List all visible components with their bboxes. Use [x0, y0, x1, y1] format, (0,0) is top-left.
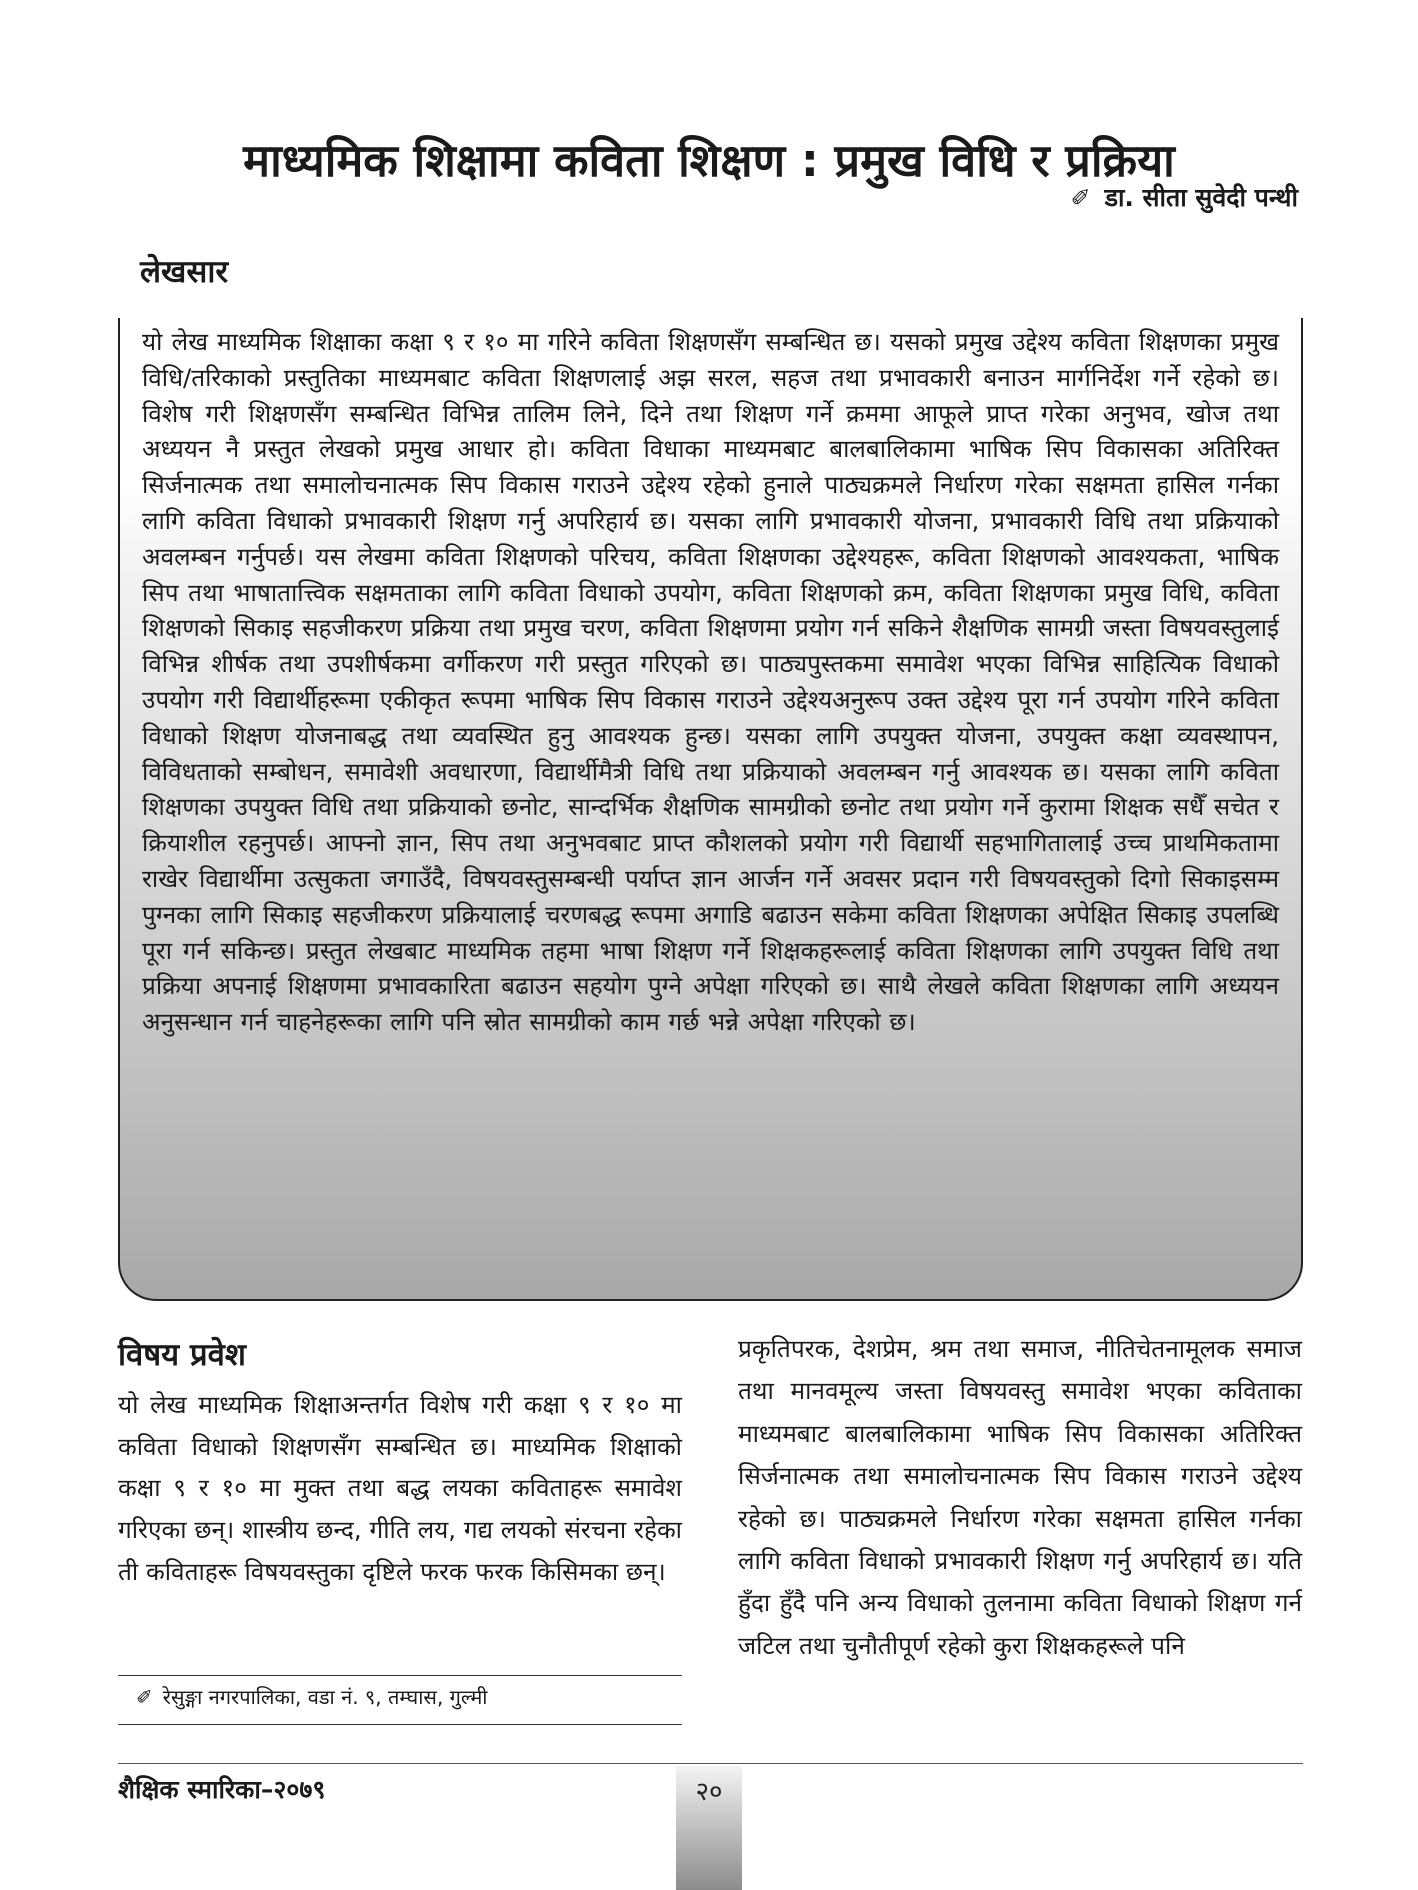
author-line [1070, 178, 1298, 218]
intro-left-text: यो लेख माध्यमिक शिक्षाअन्तर्गत विशेष गरी कक्षा ९ र १० मा कविता विधाको शिक्षणसँग सम्बन्धित छ। माध्यमिक शिक्षाको कक्षा ९ र १० मा मुक्त तथा बद्ध लयका कविताहरू समावेश गरिएका छन्। शास्त्रीय छन्द, गीति लय, गद्य लयको संरचना रहेका ती कविताहरू विषयवस्तुका दृष्टिले फरक फरक किसिमका छन्। [118, 1390, 682, 1586]
article-title: माध्यमिक शिक्षामा कविता शिक्षण : प्रमुख विधि र प्रक्रिया [243, 134, 1175, 188]
page-number-tab [676, 1766, 742, 1890]
publication-name: शैक्षिक स्मारिका–२०७९ [118, 1775, 326, 1804]
footnote-text: रेसुङ्गा नगरपालिका, वडा नं. ९, तम्घास, गुल्मी [162, 1685, 488, 1709]
author-name: डा. सीता सुवेदी पन्थी [1104, 183, 1298, 212]
intro-right-text: प्रकृतिपरक, देशप्रेम, श्रम तथा समाज, नीतिचेतनामूलक समाज तथा मानवमूल्य जस्ता विषयवस्तु समावेश भएका कविताका माध्यमबाट बालबालिकामा भाषिक सिप विकासका अतिरिक्त सिर्जनात्मक तथा समालोचनात्मक सिप विकास गराउने उद्देश्य रहेको छ। पाठ्यक्रमले निर्धारण गरेका सक्षमता हासिल गर्नका लागि कविता विधाको प्रभावकारी शिक्षण गर्नु अपरिहार्य छ। यति हुँदा हुँदै पनि अन्य विधाको तुलनामा कविता विधाको शिक्षण गर्न जटिल तथा चुनौतीपूर्ण रहेको कुरा शिक्षकहरूले पनि [738, 1334, 1302, 1660]
page-number: २० [695, 1777, 723, 1807]
abstract-heading: लेखसार [140, 254, 229, 290]
intro-left-column [118, 1332, 682, 1593]
abstract-box [118, 318, 1303, 1301]
author-affiliation-footnote [118, 1675, 682, 1725]
abstract-text: यो लेख माध्यमिक शिक्षाका कक्षा ९ र १० मा गरिने कविता शिक्षणसँग सम्बन्धित छ। यसको प्रमुख उद्देश्य कविता शिक्षणका प्रमुख विधि/तरिकाको प्रस्तुतिका माध्यमबाट कविता शिक्षणलाई अझ सरल, सहज तथा प्रभावकारी बनाउन मार्गनिर्देश गर्ने रहेको छ। विशेष गरी शिक्षणसँग सम्बन्धित विभिन्न तालिम लिने, दिने तथा शिक्षण गर्ने क्रममा आफूले प्राप्त गरेका अनुभव, खोज तथा अध्ययन नै प्रस्तुत लेखको प्रमुख आधार हो। कविता विधाका माध्यमबाट बालबालिकामा भाषिक सिप विकासका अतिरिक्त सिर्जनात्मक तथा समालोचनात्मक सिप विकास गराउने उद्देश्य रहेको हुनाले पाठ्यक्रमले निर्धारण गरेका सक्षमता हासिल गर्नका लागि कविता विधाको प्रभावकारी शिक्षण गर्नु अपरिहार्य छ। यसका लागि प्रभावकारी योजना, प्रभावकारी विधि तथा प्रक्रियाको अवलम्बन गर्नुपर्छ। यस लेखमा कविता शिक्षणको परिचय, कविता शिक्षणका उद्देश्यहरू, कविता शिक्षणको आवश्यकता, भाषिक सिप तथा भाषातात्त्विक सक्षमताका लागि कविता विधाको उपयोग, कविता शिक्षणको क्रम, कविता शिक्षणका प्रमुख विधि, कविता शिक्षणको सिकाइ सहजीकरण प्रक्रिया तथा प्रमुख चरण, कविता शिक्षणमा प्रयोग गर्न सकिने शैक्षणिक सामग्री जस्ता विषयवस्तुलाई विभिन्न शीर्षक तथा उपशीर्षकमा वर्गीकरण गरी प्रस्तुत गरिएको छ। पाठ्यपुस्तकमा समावेश भएका विभिन्न साहित्यिक विधाको उपयोग गरी विद्यार्थीहरूमा एकीकृत रूपमा भाषिक सिप विकास गराउने उद्देश्यअनुरूप उक्त उद्देश्य पूरा गर्न उपयोग गरिने कविता विधाको शिक्षण योजनाबद्ध तथा व्यवस्थित हुनु आवश्यक हुन्छ। यसका लागि उपयुक्त योजना, उपयुक्त कक्षा व्यवस्थापन, विविधताको सम्बोधन, समावेशी अवधारणा, विद्यार्थीमैत्री विधि तथा प्रक्रियाको अवलम्बन गर्नु आवश्यक छ। यसका लागि कविता शिक्षणका उपयुक्त विधि तथा प्रक्रियाको छनोट, सान्दर्भिक शैक्षणिक सामग्रीको छनोट तथा प्रयोग गर्ने कुरामा शिक्षक सधैँ सचेत र क्रियाशील रहनुपर्छ। आफ्नो ज्ञान, सिप तथा अनुभवबाट प्राप्त कौशलको प्रयोग गरी विद्यार्थी सहभागितालाई उच्च प्राथमिकतामा राखेर विद्यार्थीमा उत्सुकता जगाउँदै, विषयवस्तुसम्बन्धी पर्याप्त ज्ञान आर्जन गर्ने अवसर प्रदान गरी विषयवस्तुको दिगो सिकाइसम्म पुग्नका लागि सिकाइ सहजीकरण प्रक्रियालाई चरणबद्ध रूपमा अगाडि बढाउन सकेमा कविता शिक्षणका अपेक्षित सिकाइ उपलब्धि पूरा गर्न सकिन्छ। प्रस्तुत लेखबाट माध्यमिक तहमा भाषा शिक्षण गर्ने शिक्षकहरूलाई कविता शिक्षणका लागि उपयुक्त विधि तथा प्रक्रिया अपनाई शिक्षणमा प्रभावकारिता बढाउन सहयोग पुग्ने अपेक्षा गरिएको छ। साथै लेखले कविता शिक्षणका लागि अध्ययन अनुसन्धान गर्न चाहनेहरूका लागि पनि स्रोत सामग्रीको काम गर्छ भन्ने अपेक्षा गरिएको छ। [142, 327, 1280, 1037]
footer-divider [118, 1763, 1303, 1764]
intro-heading: विषय प्रवेश [118, 1337, 246, 1373]
intro-right-column [738, 1328, 1302, 1667]
pen-icon: ✐ [136, 1685, 153, 1709]
pen-icon: ✐ [1070, 184, 1091, 212]
